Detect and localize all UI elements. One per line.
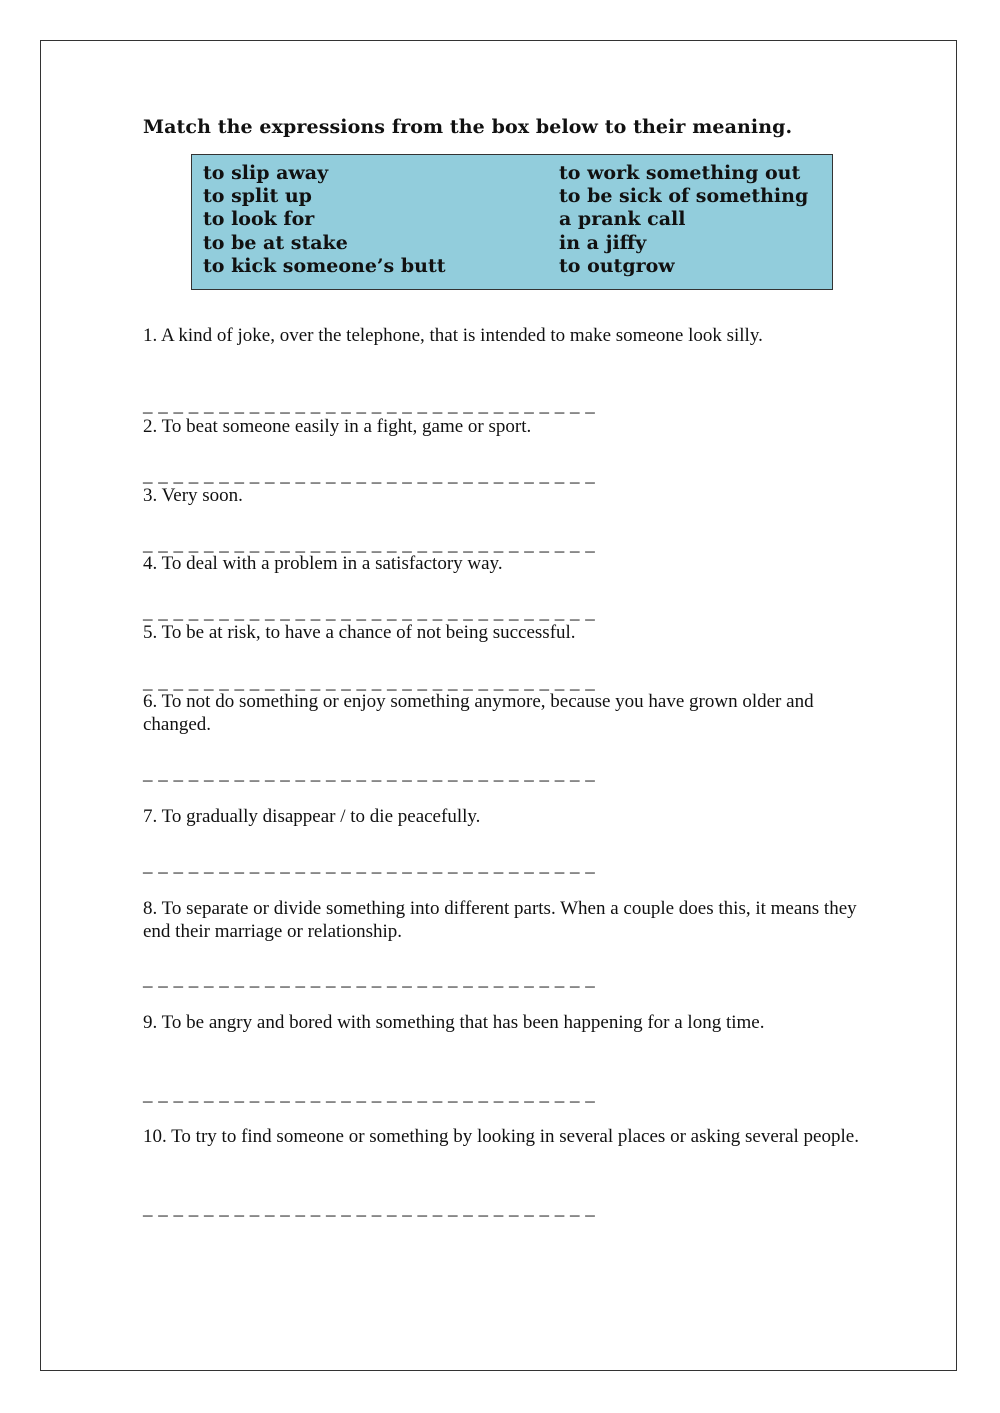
expression-item: to split up (203, 185, 312, 208)
answer-blank-5[interactable]: _ _ _ _ _ _ _ _ _ _ _ _ _ _ _ _ _ _ _ _ _ _ _ _ _ _ _ _ _ _ (143, 672, 596, 693)
question-6 (143, 690, 863, 736)
expression-item: to work something out (559, 162, 801, 184)
question-text: 9. To be angry and bored with something that has been happening for a long time. (143, 1012, 765, 1033)
answer-blank-6[interactable]: _ _ _ _ _ _ _ _ _ _ _ _ _ _ _ _ _ _ _ _ _ _ _ _ _ _ _ _ _ _ (143, 763, 596, 784)
question-text: 8. To separate or divide something into different parts. When a couple does this, it means they end their marriage or relationship. (143, 898, 857, 942)
question-text: 6. To not do something or enjoy something anymore, because you have grown older and changed. (143, 691, 814, 735)
question-8 (143, 897, 863, 943)
question-4 (143, 552, 863, 575)
question-7 (143, 805, 863, 828)
question-10 (143, 1125, 863, 1148)
answer-blank-4[interactable]: _ _ _ _ _ _ _ _ _ _ _ _ _ _ _ _ _ _ _ _ _ _ _ _ _ _ _ _ _ _ (143, 602, 596, 623)
question-text: 7. To gradually disappear / to die peacefully. (143, 806, 481, 827)
expression-column-right (559, 162, 808, 278)
question-text: 5. To be at risk, to have a chance of not being successful. (143, 622, 576, 643)
question-5 (143, 621, 863, 644)
expression-item: to kick someone’s butt (203, 254, 446, 277)
question-text: 2. To beat someone easily in a fight, game or sport. (143, 416, 532, 437)
expression-column-left (203, 162, 446, 278)
expression-item: to be at stake (203, 231, 348, 254)
expression-item: in a jiffy (559, 231, 647, 254)
answer-blank-10[interactable]: _ _ _ _ _ _ _ _ _ _ _ _ _ _ _ _ _ _ _ _ _ _ _ _ _ _ _ _ _ _ (143, 1198, 596, 1219)
answer-blank-7[interactable]: _ _ _ _ _ _ _ _ _ _ _ _ _ _ _ _ _ _ _ _ _ _ _ _ _ _ _ _ _ _ (143, 855, 596, 876)
answer-blank-9[interactable]: _ _ _ _ _ _ _ _ _ _ _ _ _ _ _ _ _ _ _ _ _ _ _ _ _ _ _ _ _ _ (143, 1084, 596, 1105)
answer-blank-1[interactable]: _ _ _ _ _ _ _ _ _ _ _ _ _ _ _ _ _ _ _ _ _ _ _ _ _ _ _ _ _ _ (143, 395, 596, 416)
question-text: 1. A kind of joke, over the telephone, that is intended to make someone look silly. (143, 325, 763, 346)
question-3 (143, 484, 863, 507)
expression-item: a prank call (559, 208, 686, 231)
answer-blank-3[interactable]: _ _ _ _ _ _ _ _ _ _ _ _ _ _ _ _ _ _ _ _ _ _ _ _ _ _ _ _ _ _ (143, 534, 596, 555)
expression-box (191, 154, 833, 290)
question-text: 4. To deal with a problem in a satisfactory way. (143, 553, 503, 574)
expression-item: to slip away (203, 162, 329, 184)
question-text: 10. To try to find someone or something by looking in several places or asking several people. (143, 1126, 859, 1147)
question-text: 3. Very soon. (143, 485, 243, 506)
question-1 (143, 324, 863, 347)
question-2 (143, 415, 863, 438)
expression-item: to be sick of something (559, 185, 809, 208)
expression-item: to outgrow (559, 254, 675, 277)
question-9 (143, 1011, 863, 1034)
answer-blank-2[interactable]: _ _ _ _ _ _ _ _ _ _ _ _ _ _ _ _ _ _ _ _ _ _ _ _ _ _ _ _ _ _ (143, 465, 596, 486)
answer-blank-8[interactable]: _ _ _ _ _ _ _ _ _ _ _ _ _ _ _ _ _ _ _ _ _ _ _ _ _ _ _ _ _ _ (143, 969, 596, 990)
expression-item: to look for (203, 208, 315, 231)
instructions-heading: Match the expressions from the box below to their meaning. (143, 116, 793, 138)
